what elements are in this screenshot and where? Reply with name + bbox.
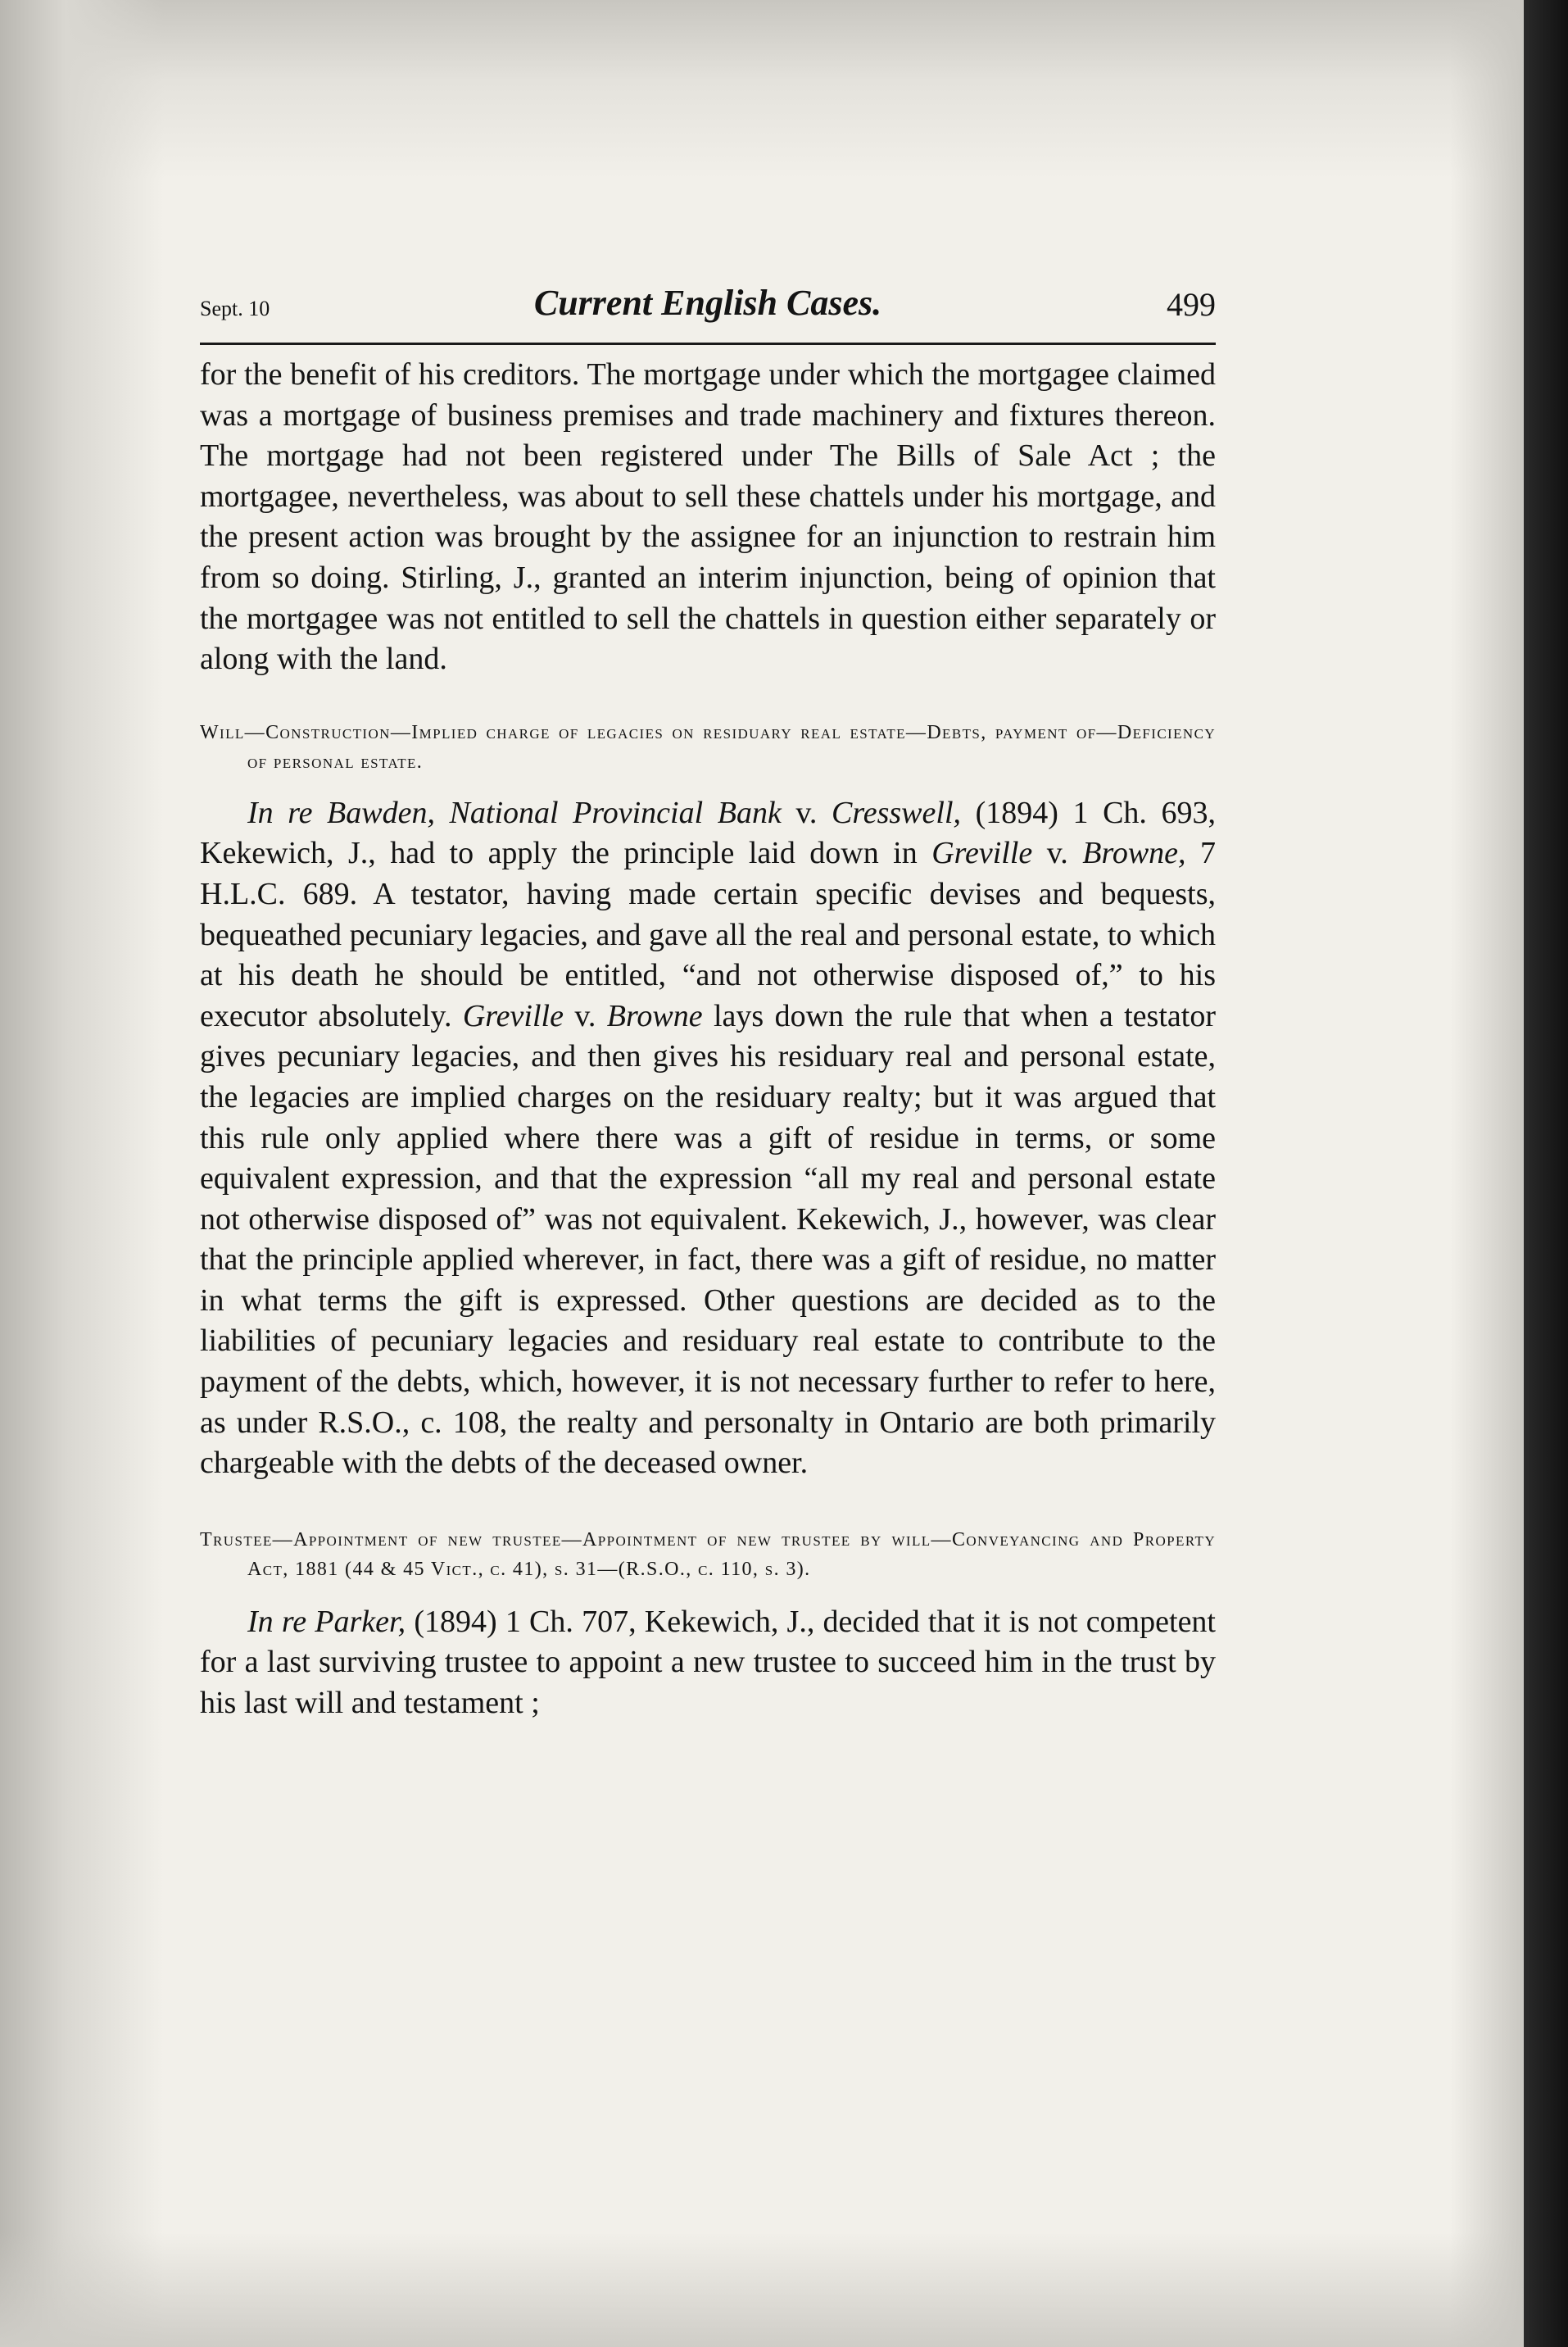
book-binding-shadow [1524,0,1568,2347]
case-name-greville: Greville [462,998,564,1033]
section-heading-trustee-appointment: Trustee—Appointment of new trustee—Appointment of new trustee by will—Conveyancing and Property Act, 1881 (44 & 45 Vict., c. 41), s. 31—(R.S.O., c. 110, s. 3). [200,1528,1216,1580]
case-name-bawden: In re Bawden, National Provincial Bank [247,795,782,830]
text-block [200,279,1216,1724]
case-name-cresswell: Cresswell, [832,795,962,830]
scan-shading-bottom [0,2232,1524,2347]
case-name-browne: Browne, [1082,836,1186,871]
scan-shading-right [1450,0,1524,2347]
running-head-title: Current English Cases. [533,283,882,323]
case-name-browne: Browne [606,998,703,1033]
running-head [200,279,1216,345]
paragraph-bawden: In re Bawden, National Provincial Bank v. Cresswell, (1894) 1 Ch. 693, Kekewich, J., had to apply the principle laid down in Greville v. Browne, 7 H.L.C. 689. A testator, having made certain specific devises and bequests, bequeathed pecuniary legacies, and gave all the real and personal estate, to which at his death he should be entitled, “and not otherwise disposed of,” to his executor absolutely. Greville v. Browne lays down the rule that when a testator gives pecuniary legacies, and then gives his residuary real and personal estate, the legacies are implied charges on the residuary realty; but it was argued that this rule only applied where there was a gift of residue in terms, or some equivalent expression, and that the expression “all my real and personal estate not otherwise disposed of” was not equivalent. Kekewich, J., however, was clear that the principle applied wherever, in fact, there was a gift of residue, no matter in what terms the gift is expressed. Other questions are decided as to the liabilities of pecuniary legacies and residuary real estate to contribute to the payment of the debts, which, however, it is not necessary further to refer to here, as under R.S.O., c. 108, the realty and personalty in Ontario are both primarily chargeable with the debts of the deceased owner. [200,795,1216,1481]
case-name-greville: Greville [931,836,1033,871]
paragraph-parker: In re Parker, (1894) 1 Ch. 707, Kekewich, J., decided that it is not competent for a last surviving trustee to appoint a new trustee to succeed him in the trust by his last will and testament ; [200,1604,1216,1721]
section-heading-will-construction: Will—Construction—Implied charge of legacies on residuary real estate—Debts, payment of—Deficiency of personal estate. [200,721,1216,773]
scan-shading-top [0,0,1524,180]
case-name-parker: In re Parker, [247,1604,406,1639]
paragraph-continued: for the benefit of his creditors. The mortgage under which the mortgagee claimed was a mortgage of business premises and trade machinery and fixtures thereon. The mortgage had not been registered under The Bills of Sale Act ; the mortgagee, nevertheless, was about to sell these chattels under his mortgage, and the present action was brought by the assignee for an injunction to restrain him from so doing. Stirling, J., granted an interim injunction, being of opinion that the mortgagee was not entitled to sell the chattels in question either separately or along with the land. [200,357,1216,677]
running-head-date: Sept. 10 [200,297,270,320]
page-number: 499 [1167,286,1216,323]
scan-shading-left [0,0,164,2347]
